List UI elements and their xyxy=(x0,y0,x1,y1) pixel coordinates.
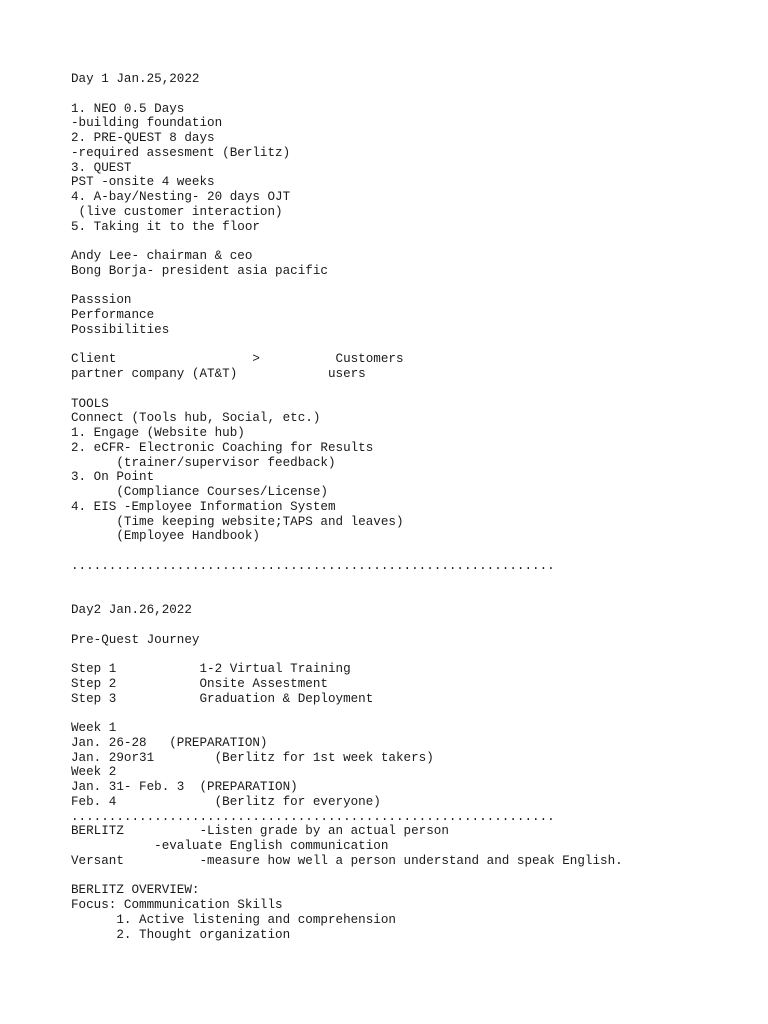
text-line xyxy=(71,647,623,662)
text-line: 3. QUEST xyxy=(71,160,132,175)
text-line xyxy=(71,338,623,353)
text-line: Passsion xyxy=(71,293,132,308)
text-line: 5. Taking it to the floor xyxy=(71,219,260,234)
text-line: (live customer interaction) xyxy=(71,204,283,219)
text-line: Jan. 29or31 (Berlitz for 1st week takers) xyxy=(71,750,434,765)
text-line: Possibilities xyxy=(71,322,170,337)
text-line: Performance xyxy=(71,308,155,322)
text-line: Day 1 Jan.25,2022 xyxy=(71,72,200,86)
text-line: BERLITZ OVERVIEW: xyxy=(71,883,200,898)
text-line: 2. Thought organization xyxy=(71,927,291,942)
text-line: 2. eCFR- Electronic Coaching for Results xyxy=(71,440,374,455)
text-line: 1. Active listening and comprehension xyxy=(71,912,396,927)
text-line xyxy=(71,588,623,603)
text-line: Versant -measure how well a person understand and speak English. xyxy=(71,853,623,868)
text-line: 1. NEO 0.5 Days xyxy=(71,101,185,116)
text-line: BERLITZ -Listen grade by an actual person xyxy=(71,824,449,839)
text-line: Focus: Commmunication Skills xyxy=(71,898,283,912)
text-line: TOOLS xyxy=(71,396,109,411)
text-line: Step 2 Onsite Assestment xyxy=(71,676,328,691)
text-line: Week 2 xyxy=(71,765,117,780)
text-line: 1. Engage (Website hub) xyxy=(71,426,245,440)
text-line xyxy=(71,706,623,721)
text-line: (Employee Handbook) xyxy=(71,529,260,544)
text-line: PST -onsite 4 weeks xyxy=(71,175,215,190)
text-line: 4. A-bay/Nesting- 20 days OJT xyxy=(71,190,291,204)
text-line: Week 1 xyxy=(71,721,117,735)
text-line xyxy=(71,382,623,397)
text-line xyxy=(71,279,623,294)
text-line xyxy=(71,618,623,633)
text-line: (Time keeping website;TAPS and leaves) xyxy=(71,514,404,529)
notes-text xyxy=(71,72,623,942)
text-line: Andy Lee- chairman & ceo xyxy=(71,249,253,263)
text-line: 4. EIS -Employee Information System xyxy=(71,499,336,514)
text-line: 2. PRE-QUEST 8 days xyxy=(71,131,215,145)
text-line: Connect (Tools hub, Social, etc.) xyxy=(71,411,321,426)
text-line: ................................................................ xyxy=(71,809,555,824)
text-line: -required assesment (Berlitz) xyxy=(71,145,291,160)
text-line: Step 3 Graduation & Deployment xyxy=(71,691,374,706)
text-line: Jan. 31- Feb. 3 (PREPARATION) xyxy=(71,780,298,794)
text-line: Pre-Quest Journey xyxy=(71,632,200,647)
text-line: ................................................................ xyxy=(71,558,555,573)
text-line: Step 1 1-2 Virtual Training xyxy=(71,662,351,676)
text-line xyxy=(71,544,623,559)
text-line xyxy=(71,574,623,589)
text-line: (Compliance Courses/License) xyxy=(71,485,328,499)
text-line: Jan. 26-28 (PREPARATION) xyxy=(71,735,268,750)
text-line: -evaluate English communication xyxy=(71,839,389,853)
text-line: Day2 Jan.26,2022 xyxy=(71,603,192,617)
text-line: partner company (AT&T) users xyxy=(71,367,366,381)
text-line: Client > Customers xyxy=(71,352,404,367)
text-line: Feb. 4 (Berlitz for everyone) xyxy=(71,794,381,809)
text-line: (trainer/supervisor feedback) xyxy=(71,455,336,470)
text-line xyxy=(71,87,623,102)
text-line: 3. On Point xyxy=(71,470,155,485)
text-line xyxy=(71,234,623,249)
text-line xyxy=(71,869,623,884)
text-line: -building foundation xyxy=(71,116,223,131)
text-line: Bong Borja- president asia pacific xyxy=(71,263,328,278)
